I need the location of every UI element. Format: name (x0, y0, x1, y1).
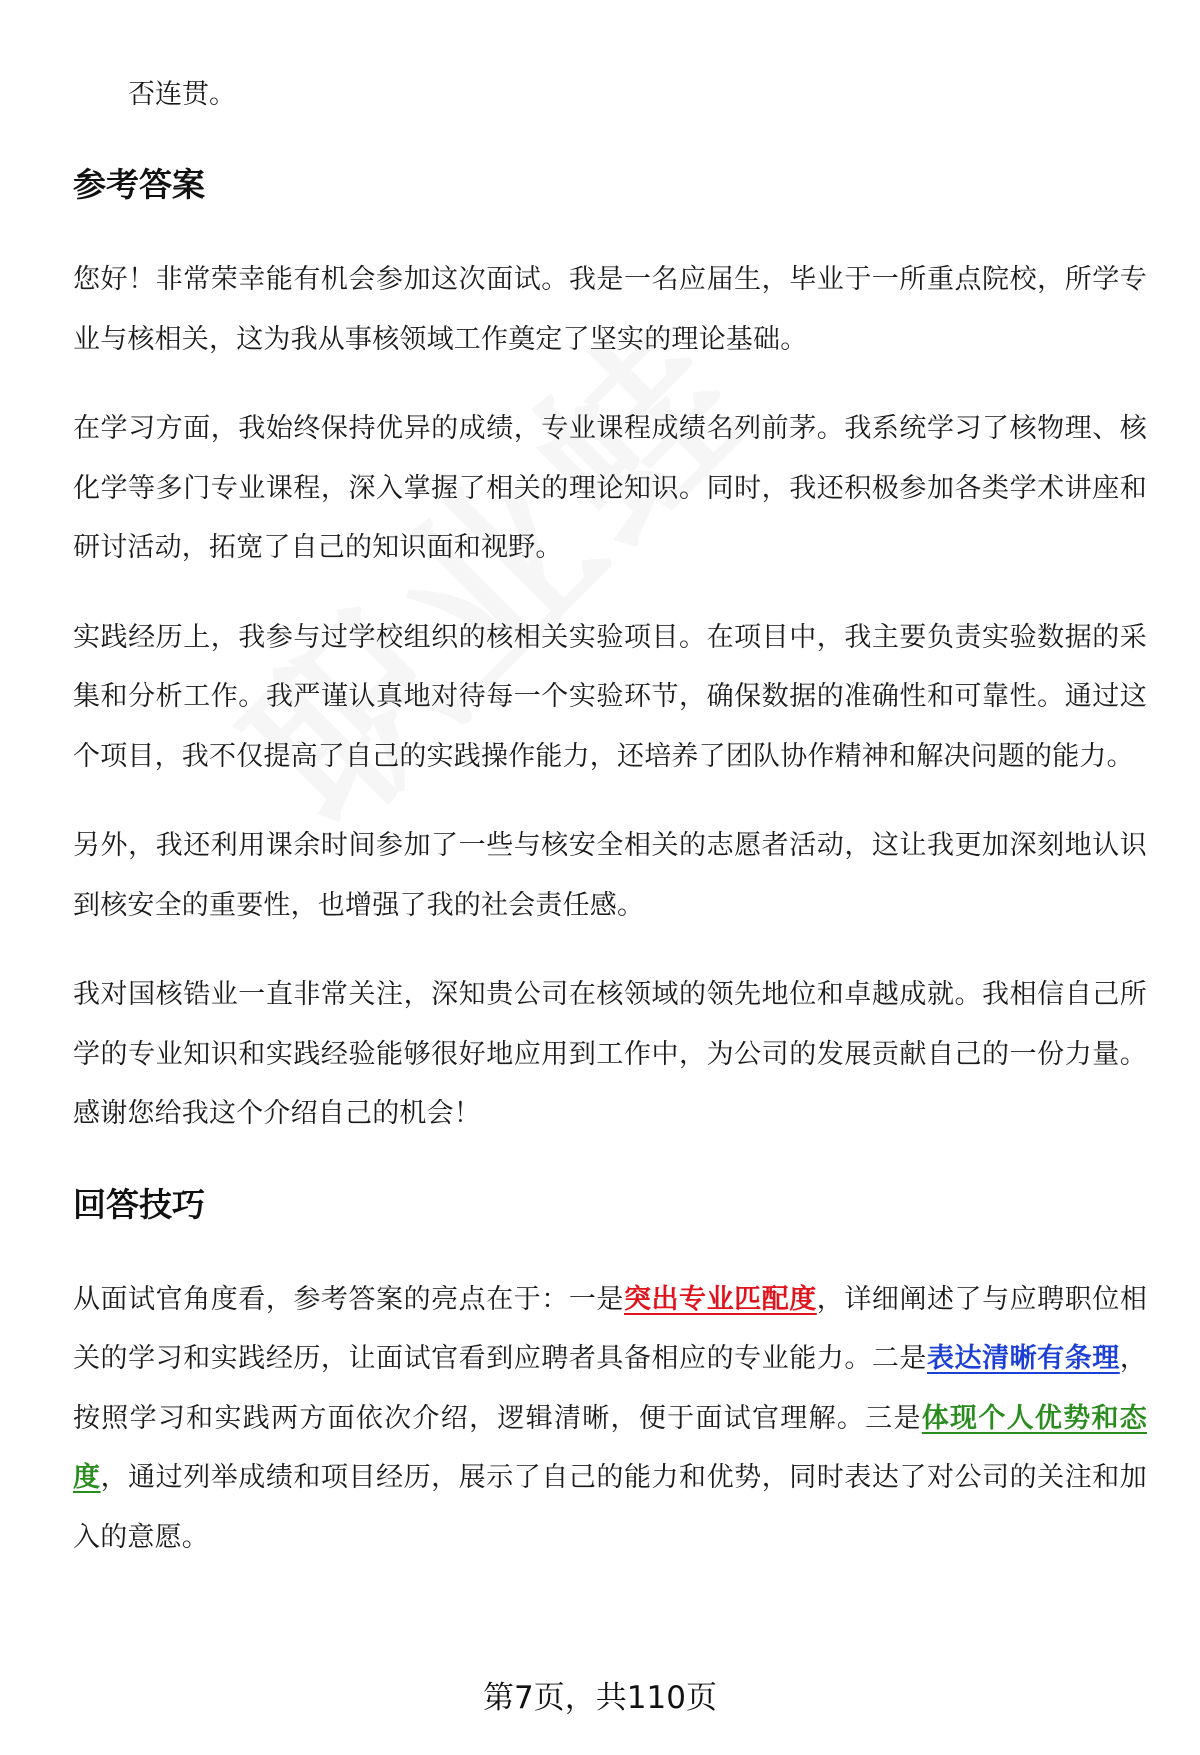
page-number: 第7页，共110页 (483, 1680, 717, 1716)
highlight-professional-match: 突出专业匹配度 (623, 1283, 817, 1315)
page-content (73, 66, 1147, 1597)
answer-paragraph-2: 在学习方面，我始终保持优异的成绩，专业课程成绩名列前茅。我系统学习了核物理、核化学等多门专业课程，深入掌握了相关的理论知识。同时，我还积极参加各类学术讲座和研讨活动，拓宽了自己的知识面和视野。 (73, 413, 1147, 563)
tips-text-2: ，详细阐述了与应聘职位相关的学习和实践经历，让面试官看到应聘者具备相应的专业能力。二是 (73, 1283, 1148, 1374)
continued-text-fragment: 否连贯。 (128, 79, 236, 110)
highlight-clear-expression: 表达清晰有条理 (926, 1343, 1120, 1374)
tips-text-3: ，按照学习和实践两方面依次介绍，逻辑清晰，便于面试官理解。三是 (73, 1343, 1148, 1434)
answer-paragraph-5: 我对国核锆业一直非常关注，深知贵公司在核领域的领先地位和卓越成就。我相信自己所学的专业知识和实践经验能够很好地应用到工作中，为公司的发展贡献自己的一份力量。感谢您给我这个介绍自己的机会！ (73, 979, 1147, 1129)
answer-paragraph-1: 您好！非常荣幸能有机会参加这次面试。我是一名应届生，毕业于一所重点院校，所学专业与核相关，这为我从事核领域工作奠定了坚实的理论基础。 (73, 264, 1147, 355)
answer-paragraph-3: 实践经历上，我参与过学校组织的核相关实验项目。在项目中，我主要负责实验数据的采集和分析工作。我严谨认真地对待每一个实验环节，确保数据的准确性和可靠性。通过这个项目，我不仅提高了自己的实践操作能力，还培养了团队协作精神和解决问题的能力。 (73, 621, 1147, 772)
section-heading-reference-answer: 参考答案 (73, 165, 205, 204)
section-heading-answer-tips: 回答技巧 (73, 1184, 205, 1224)
tips-paragraph (73, 1270, 1147, 1568)
answer-paragraph-4: 另外，我还利用课余时间参加了一些与核安全相关的志愿者活动，这让我更加深刻地认识到核安全的重要性，也增强了我的社会责任感。 (73, 830, 1147, 921)
tips-text-1: 从面试官角度看，参考答案的亮点在于：一是 (73, 1283, 624, 1315)
highlight-personal-strengths: 体现个人优势和态度 (73, 1402, 1147, 1493)
tips-text-4: ，通过列举成绩和项目经历，展示了自己的能力和优势，同时表达了对公司的关注和加入的意愿。 (73, 1462, 1148, 1553)
